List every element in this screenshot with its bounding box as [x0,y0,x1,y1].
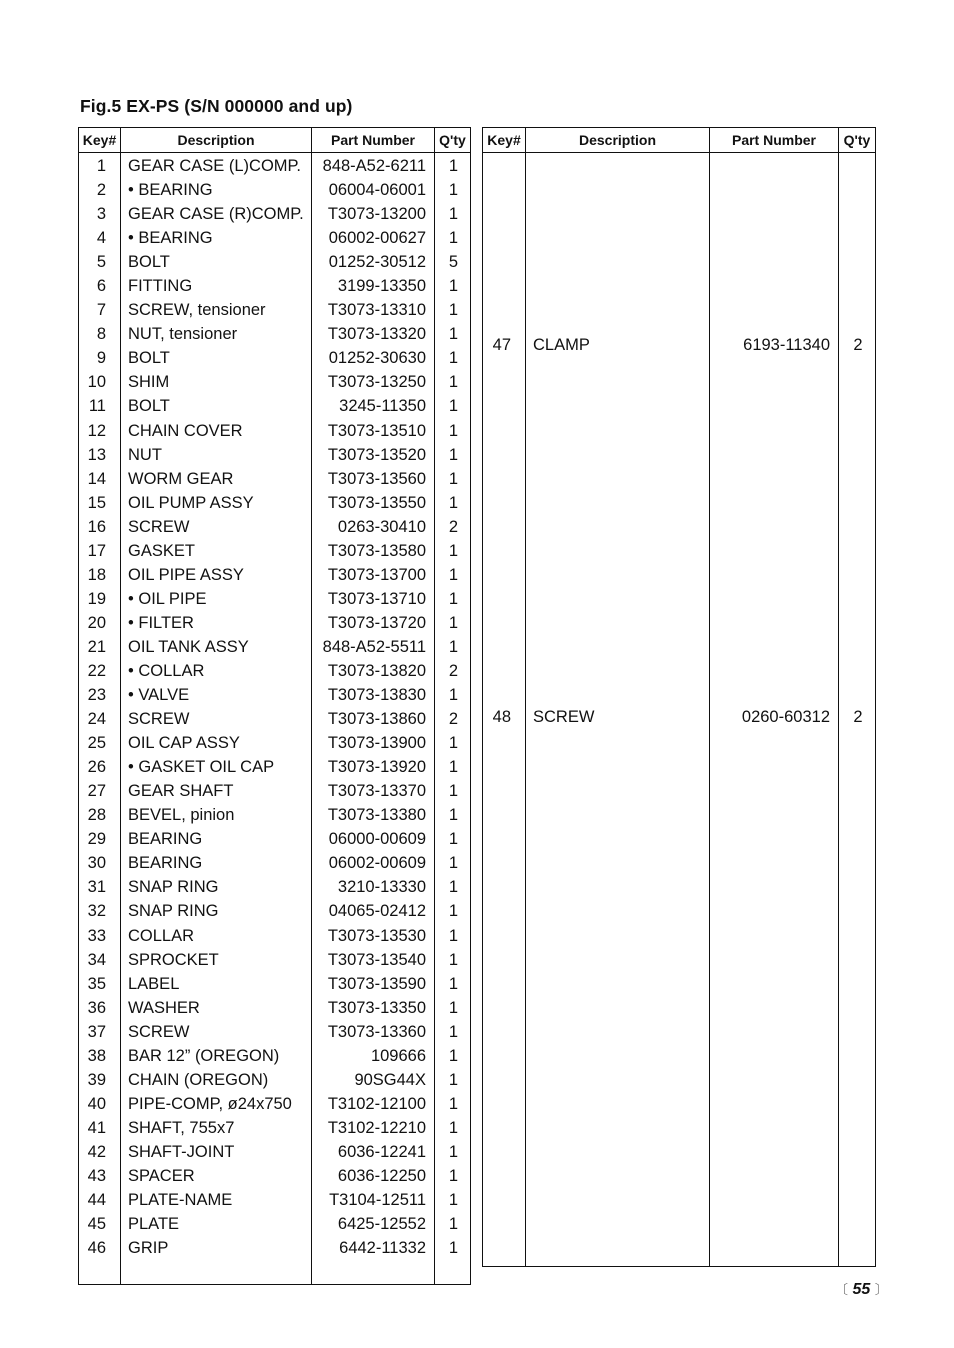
row-description: BAR 12” (OREGON) [121,1044,312,1068]
row-part-number: 06002-00609 [312,851,435,875]
row-key: 35 [79,972,121,996]
row-part-number: T3073-13710 [312,587,435,611]
table-row [79,1020,471,1044]
parts-table-right-body [483,153,876,1267]
row-qty: 1 [435,419,471,443]
row-description: SCREW [121,707,312,731]
page-bracket-right: 〕 [874,1282,888,1297]
table-row [79,851,471,875]
table-row [79,875,471,899]
table-row [79,1164,471,1188]
row-key: 18 [79,563,121,587]
row-description: • BEARING [121,178,312,202]
table-row [79,1068,471,1092]
row-qty: 1 [435,972,471,996]
table-row [79,178,471,202]
row-part-number: T3073-13310 [312,298,435,322]
table-row [79,948,471,972]
row-part-number: T3104-12511 [312,1188,435,1212]
row-qty: 1 [435,202,471,226]
row-key: 6 [79,274,121,298]
header-description: Description [526,128,710,153]
row-key: 43 [79,1164,121,1188]
row-qty: 1 [435,611,471,635]
row-part-number: T3073-13720 [312,611,435,635]
row-key: 23 [79,683,121,707]
row-qty: 1 [435,491,471,515]
row-key: 47 [483,153,526,537]
row-key: 28 [79,803,121,827]
row-qty: 1 [435,443,471,467]
row-key: 32 [79,899,121,923]
row-part-number: T3073-13520 [312,443,435,467]
table-row [79,587,471,611]
row-description: PLATE-NAME [121,1188,312,1212]
row-description: SHIM [121,370,312,394]
row-qty: 1 [435,1092,471,1116]
row-description: SCREW [121,1020,312,1044]
row-part-number: 6036-12250 [312,1164,435,1188]
table-row [79,322,471,346]
row-description: CHAIN (OREGON) [121,1068,312,1092]
row-part-number: 6193-11340 [710,153,839,537]
row-key: 45 [79,1212,121,1236]
table-row [79,779,471,803]
row-part-number: T3073-13200 [312,202,435,226]
row-description: SHAFT, 755x7 [121,1116,312,1140]
row-description: • VALVE [121,683,312,707]
row-description: SCREW [121,515,312,539]
header-part-number: Part Number [312,128,435,153]
parts-table-right [482,127,876,1267]
table-row [79,803,471,827]
row-description: GEAR CASE (R)COMP. [121,202,312,226]
row-description: • OIL PIPE [121,587,312,611]
row-key: 44 [79,1188,121,1212]
page-bracket-left: 〔 [835,1282,849,1297]
row-key: 14 [79,467,121,491]
row-part-number: T3073-13380 [312,803,435,827]
table-row [79,1188,471,1212]
table-row [79,250,471,274]
table-row [79,899,471,923]
row-description: PLATE [121,1212,312,1236]
row-qty: 1 [435,948,471,972]
row-description: WORM GEAR [121,467,312,491]
row-qty: 1 [435,875,471,899]
table-filler-row [483,898,876,1267]
row-part-number: T3073-13830 [312,683,435,707]
row-key: 15 [79,491,121,515]
table-row [79,346,471,370]
table-row [79,202,471,226]
row-part-number: T3073-13820 [312,659,435,683]
row-part-number: 0263-30410 [312,515,435,539]
row-part-number: 04065-02412 [312,899,435,923]
row-qty: 1 [435,755,471,779]
row-key: 4 [79,226,121,250]
row-part-number: 90SG44X [312,1068,435,1092]
row-qty: 2 [839,536,876,897]
row-description: SPROCKET [121,948,312,972]
table-row [79,274,471,298]
row-qty: 1 [435,1116,471,1140]
filler-cell [839,898,876,1267]
row-qty: 1 [435,178,471,202]
row-key: 25 [79,731,121,755]
row-description: SNAP RING [121,875,312,899]
row-qty: 1 [435,827,471,851]
row-part-number: T3073-13560 [312,467,435,491]
header-key: Key# [483,128,526,153]
row-description: SCREW, tensioner [121,298,312,322]
row-qty: 1 [435,851,471,875]
row-description: GASKET [121,539,312,563]
row-part-number: 848-A52-5511 [312,635,435,659]
row-description: OIL PIPE ASSY [121,563,312,587]
row-key: 16 [79,515,121,539]
row-key: 30 [79,851,121,875]
table-row [79,1140,471,1164]
filler-cell [312,1260,435,1285]
row-part-number: 6425-12552 [312,1212,435,1236]
row-description: CHAIN COVER [121,419,312,443]
table-row [79,370,471,394]
row-key: 34 [79,948,121,972]
parts-table-left [78,127,471,1285]
row-qty: 1 [435,370,471,394]
table-row [79,515,471,539]
table-row [79,563,471,587]
row-key: 33 [79,924,121,948]
table-row [79,707,471,731]
row-qty: 1 [435,635,471,659]
row-key: 20 [79,611,121,635]
header-qty: Q'ty [839,128,876,153]
row-part-number: T3073-13900 [312,731,435,755]
page-title: Fig.5 EX-PS (S/N 000000 and up) [80,96,353,116]
row-description: BOLT [121,394,312,418]
header-part-number: Part Number [710,128,839,153]
filler-cell [79,1260,121,1285]
row-qty: 1 [435,924,471,948]
table-row [79,1212,471,1236]
page-number-value: 55 [852,1281,871,1298]
row-key: 2 [79,178,121,202]
row-qty: 2 [839,153,876,537]
row-description: SCREW [526,536,710,897]
table-row [79,755,471,779]
row-description: PIPE-COMP, ø24x750 [121,1092,312,1116]
row-qty: 1 [435,274,471,298]
page-number [835,1279,888,1299]
row-description: • FILTER [121,611,312,635]
row-description: GEAR CASE (L)COMP. [121,153,312,179]
row-part-number: T3073-13510 [312,419,435,443]
row-key: 42 [79,1140,121,1164]
filler-cell [710,898,839,1267]
table-row [483,153,876,537]
row-description: OIL PUMP ASSY [121,491,312,515]
row-qty: 1 [435,346,471,370]
row-description: BEARING [121,851,312,875]
row-description: • COLLAR [121,659,312,683]
row-key: 46 [79,1236,121,1260]
table-row [79,419,471,443]
row-qty: 2 [435,659,471,683]
row-part-number: T3073-13350 [312,996,435,1020]
filler-cell [526,898,710,1267]
row-qty: 1 [435,779,471,803]
row-key: 8 [79,322,121,346]
row-description: WASHER [121,996,312,1020]
row-qty: 1 [435,226,471,250]
row-part-number: T3073-13250 [312,370,435,394]
row-key: 36 [79,996,121,1020]
row-part-number: 6442-11332 [312,1236,435,1260]
row-part-number: 06002-00627 [312,226,435,250]
row-qty: 1 [435,1188,471,1212]
row-description: BEARING [121,827,312,851]
table-row [79,226,471,250]
row-description: COLLAR [121,924,312,948]
row-part-number: T3073-13860 [312,707,435,731]
row-description: GEAR SHAFT [121,779,312,803]
row-key: 31 [79,875,121,899]
row-description: • GASKET OIL CAP [121,755,312,779]
row-part-number: 0260-60312 [710,536,839,897]
row-part-number: 848-A52-6211 [312,153,435,179]
row-description: • BEARING [121,226,312,250]
table-row [79,298,471,322]
row-key: 39 [79,1068,121,1092]
row-part-number: 6036-12241 [312,1140,435,1164]
row-qty: 1 [435,587,471,611]
row-qty: 1 [435,539,471,563]
row-part-number: T3073-13320 [312,322,435,346]
filler-cell [121,1260,312,1285]
row-qty: 1 [435,1140,471,1164]
row-part-number: 01252-30512 [312,250,435,274]
table-row [79,1116,471,1140]
row-key: 7 [79,298,121,322]
row-part-number: 06000-00609 [312,827,435,851]
row-qty: 1 [435,683,471,707]
row-description: NUT, tensioner [121,322,312,346]
row-key: 11 [79,394,121,418]
header-key: Key# [79,128,121,153]
header-qty: Q'ty [435,128,471,153]
row-description: SPACER [121,1164,312,1188]
header-description: Description [121,128,312,153]
row-part-number: T3073-13370 [312,779,435,803]
row-key: 48 [483,536,526,897]
table-header-row [79,128,471,153]
table-row [79,394,471,418]
row-qty: 1 [435,1236,471,1260]
table-row [79,539,471,563]
row-description: NUT [121,443,312,467]
row-key: 19 [79,587,121,611]
row-qty: 1 [435,563,471,587]
row-key: 1 [79,153,121,179]
table-row [483,536,876,897]
row-description: SNAP RING [121,899,312,923]
row-description: GRIP [121,1236,312,1260]
table-row [79,731,471,755]
row-part-number: 3245-11350 [312,394,435,418]
row-qty: 1 [435,731,471,755]
table-row [79,972,471,996]
row-key: 22 [79,659,121,683]
row-qty: 2 [435,707,471,731]
table-header-row [483,128,876,153]
row-part-number: 01252-30630 [312,346,435,370]
row-qty: 1 [435,1020,471,1044]
table-row [79,659,471,683]
row-key: 17 [79,539,121,563]
filler-cell [483,898,526,1267]
table-row [79,1236,471,1260]
row-part-number: T3073-13360 [312,1020,435,1044]
row-description: BOLT [121,346,312,370]
row-key: 5 [79,250,121,274]
row-part-number: T3073-13590 [312,972,435,996]
table-row [79,924,471,948]
row-description: CLAMP [526,153,710,537]
row-key: 27 [79,779,121,803]
row-part-number: T3073-13550 [312,491,435,515]
table-row [79,443,471,467]
row-qty: 1 [435,394,471,418]
row-part-number: T3073-13540 [312,948,435,972]
filler-cell [435,1260,471,1285]
table-row [79,611,471,635]
row-part-number: 109666 [312,1044,435,1068]
row-part-number: 3210-13330 [312,875,435,899]
row-part-number: 3199-13350 [312,274,435,298]
row-qty: 1 [435,153,471,179]
row-qty: 1 [435,467,471,491]
row-key: 9 [79,346,121,370]
row-description: BOLT [121,250,312,274]
row-key: 13 [79,443,121,467]
row-description: BEVEL, pinion [121,803,312,827]
row-key: 26 [79,755,121,779]
row-description: SHAFT-JOINT [121,1140,312,1164]
table-row [79,1044,471,1068]
row-qty: 1 [435,996,471,1020]
row-qty: 1 [435,322,471,346]
row-part-number: 06004-06001 [312,178,435,202]
table-row [79,683,471,707]
table-row [79,827,471,851]
parts-table-left-body [79,153,471,1285]
row-description: LABEL [121,972,312,996]
row-qty: 1 [435,803,471,827]
table-row [79,1092,471,1116]
row-key: 37 [79,1020,121,1044]
row-qty: 1 [435,1044,471,1068]
row-qty: 1 [435,1068,471,1092]
table-row [79,467,471,491]
row-qty: 5 [435,250,471,274]
row-part-number: T3073-13920 [312,755,435,779]
row-key: 12 [79,419,121,443]
row-qty: 1 [435,1212,471,1236]
row-key: 38 [79,1044,121,1068]
row-description: OIL CAP ASSY [121,731,312,755]
row-description: OIL TANK ASSY [121,635,312,659]
row-qty: 2 [435,515,471,539]
row-qty: 1 [435,1164,471,1188]
row-part-number: T3073-13580 [312,539,435,563]
table-row [79,996,471,1020]
row-key: 21 [79,635,121,659]
row-key: 29 [79,827,121,851]
table-row [79,153,471,179]
row-key: 3 [79,202,121,226]
row-part-number: T3102-12210 [312,1116,435,1140]
table-row [79,635,471,659]
row-key: 24 [79,707,121,731]
row-key: 41 [79,1116,121,1140]
row-qty: 1 [435,298,471,322]
row-qty: 1 [435,899,471,923]
table-row [79,491,471,515]
row-part-number: T3073-13530 [312,924,435,948]
row-part-number: T3073-13700 [312,563,435,587]
row-key: 40 [79,1092,121,1116]
row-part-number: T3102-12100 [312,1092,435,1116]
row-key: 10 [79,370,121,394]
row-description: FITTING [121,274,312,298]
table-filler-row [79,1260,471,1285]
